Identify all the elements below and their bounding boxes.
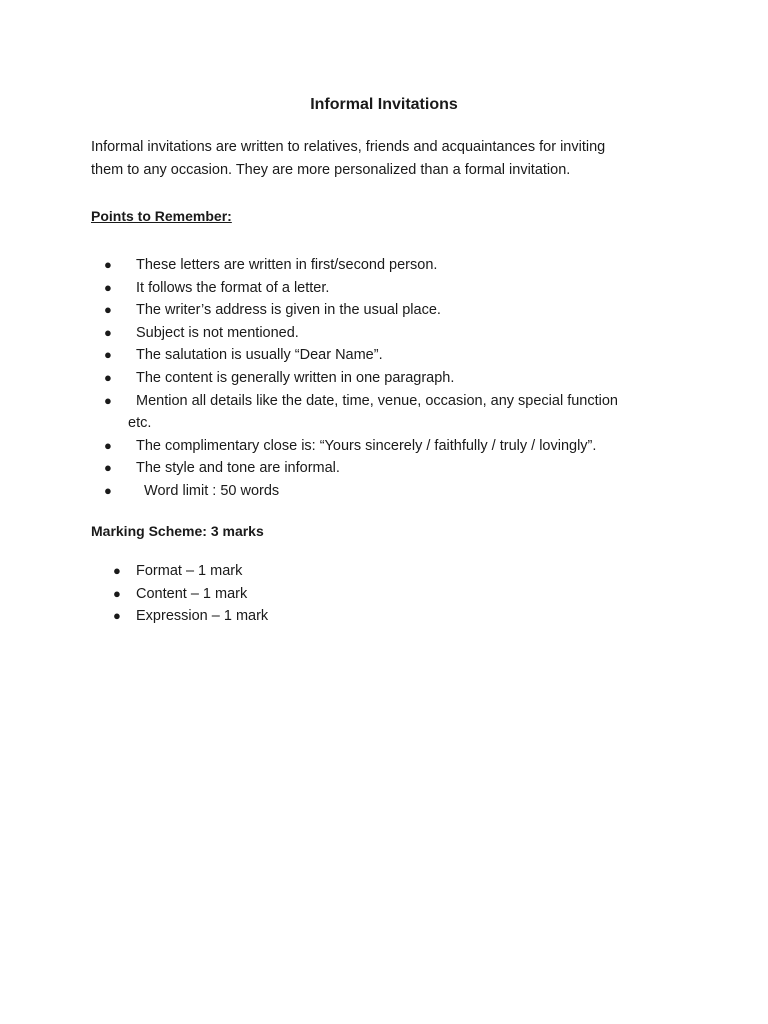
list-item-continuation: etc. (128, 415, 152, 432)
list-item-text: Mention all details like the date, time, venue, occasion, any special function (136, 392, 618, 409)
bullet-icon: ● (104, 460, 112, 476)
list-item (0, 605, 768, 628)
points-list (0, 254, 768, 503)
bullet-icon: ● (104, 369, 112, 385)
list-item (0, 560, 768, 583)
list-item-text: The salutation is usually “Dear Name”. (136, 347, 383, 364)
list-item-text: It follows the format of a letter. (136, 279, 330, 296)
bullet-icon: ● (113, 585, 121, 601)
list-item (0, 322, 696, 345)
list-item (0, 457, 696, 480)
list-item-text: The complimentary close is: “Yours sincerely / faithfully / truly / lovingly”. (136, 437, 597, 454)
list-item (0, 254, 696, 277)
list-item (0, 344, 696, 367)
list-item (0, 480, 696, 503)
list-item-text: Content – 1 mark (136, 585, 248, 602)
bullet-icon: ● (104, 324, 112, 340)
bullet-icon: ● (113, 563, 121, 578)
list-item-text: Expression – 1 mark (136, 608, 269, 625)
list-item (0, 277, 696, 300)
list-item (0, 367, 696, 390)
bullet-icon: ● (113, 608, 121, 624)
intro-line-1: Informal invitations are written to relatives, friends and acquaintances for inviting (91, 139, 606, 155)
list-item-text: The style and tone are informal. (136, 460, 340, 477)
list-item (0, 583, 768, 606)
document-title: Informal Invitations (310, 96, 458, 113)
bullet-icon: ● (104, 392, 112, 408)
intro-line-2: them to any occasion. They are more personalized than a formal invitation. (91, 162, 571, 178)
bullet-icon: ● (104, 279, 112, 295)
bullet-icon: ● (104, 257, 112, 272)
list-item (0, 299, 696, 322)
list-item-text: Format – 1 mark (136, 563, 243, 579)
bullet-icon: ● (104, 482, 112, 498)
list-item (0, 435, 696, 458)
bullet-icon: ● (104, 302, 112, 318)
list-item-text: These letters are written in first/second person. (136, 257, 438, 273)
bullet-icon: ● (104, 437, 112, 453)
intro-paragraph (91, 136, 691, 182)
list-item (0, 390, 696, 435)
marking-list (0, 560, 768, 628)
marking-heading: Marking Scheme: 3 marks (91, 523, 264, 539)
list-item-text: The content is generally written in one paragraph. (136, 369, 455, 386)
list-item-text: The writer’s address is given in the usual place. (136, 302, 441, 319)
list-item-text: Word limit : 50 words (136, 482, 280, 499)
bullet-icon: ● (104, 347, 112, 363)
list-item-text: Subject is not mentioned. (136, 324, 299, 341)
points-heading: Points to Remember: (91, 208, 232, 224)
